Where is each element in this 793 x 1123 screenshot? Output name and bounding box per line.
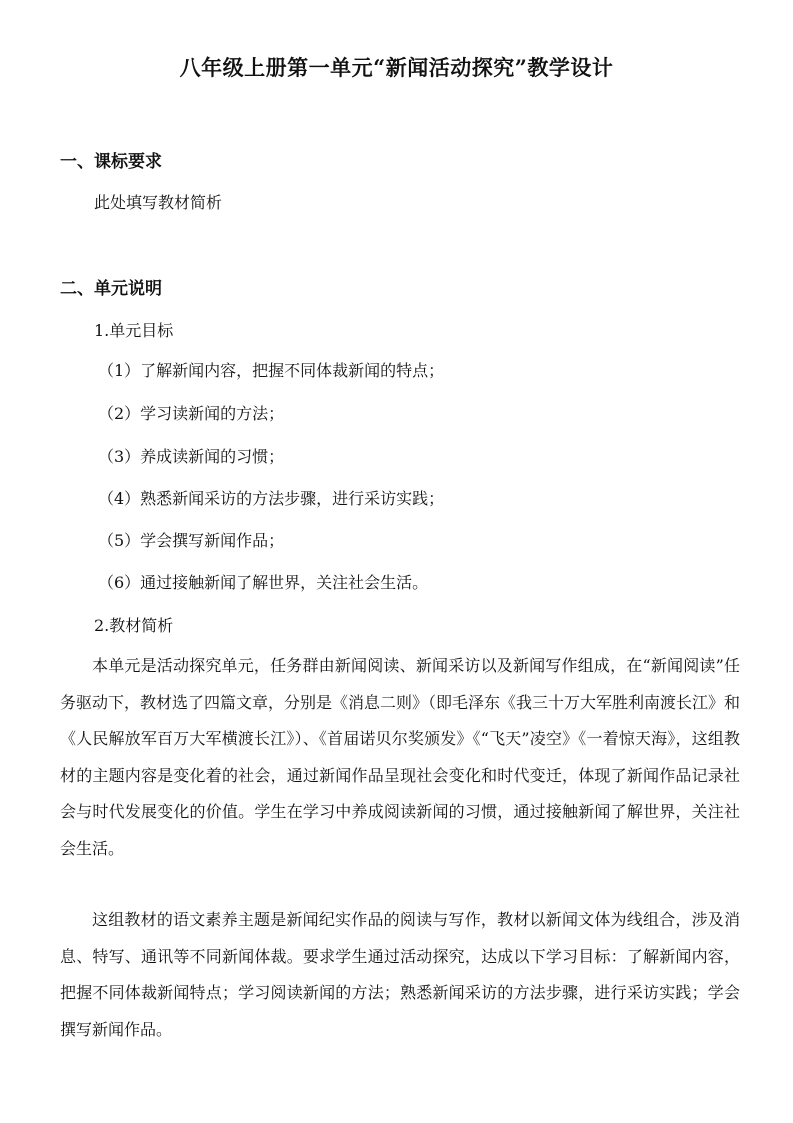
analysis-paragraph-1: 本单元是活动探究单元，任务群由新闻阅读、新闻采访以及新闻写作组成，在“新闻阅读”任务驱动下，教材选了四篇文章，分别是《消息二则》（即毛泽东《我三十万大军胜利南渡长江》和《人民解放军百万大军横渡长江》）、《首届诺贝尔奖颁发》《“飞天”凌空》《一着惊天海》，这组教材的主题内容是变化着的社会，通过新闻作品呈现社会变化和时代变迁，体现了新闻作品记录社会与时代发展变化的价值。学生在学习中养成阅读新闻的习惯，通过接触新闻了解世界，关注社会生活。 — [60, 656, 741, 858]
section-heading-unit-description: 二、单元说明 — [60, 279, 162, 299]
goal-item: （2）学习读新闻的方法； — [98, 404, 285, 423]
subheading-unit-goals: 1.单元目标 — [94, 321, 174, 340]
analysis-paragraph-2: 这组教材的语文素养主题是新闻纪实作品的阅读与写作，教材以新闻文体为线组合，涉及消息、特写、通讯等不同新闻体裁。要求学生通过活动探究，达成以下学习目标：了解新闻内容，把握不同体裁新闻特点；学习阅读新闻的方法；熟悉新闻采访的方法步骤，进行采访实践；学会撰写新闻作品。 — [60, 910, 740, 1039]
goal-item: （4）熟悉新闻采访的方法步骤，进行采访实践； — [98, 489, 445, 508]
goal-item: （5）学会撰写新闻作品； — [98, 531, 285, 550]
goal-item: （1）了解新闻内容，把握不同体裁新闻的特点； — [98, 361, 445, 380]
goal-item: （6）通过接触新闻了解世界，关注社会生活。 — [98, 573, 429, 592]
document-title: 八年级上册第一单元“新闻活动探究”教学设计 — [179, 55, 614, 80]
goal-item: （3）养成读新闻的习惯； — [98, 447, 285, 466]
section-heading-standards: 一、课标要求 — [60, 152, 162, 172]
subheading-textbook-analysis: 2.教材简析 — [94, 616, 174, 635]
standards-placeholder-text: 此处填写教材简析 — [94, 193, 223, 212]
